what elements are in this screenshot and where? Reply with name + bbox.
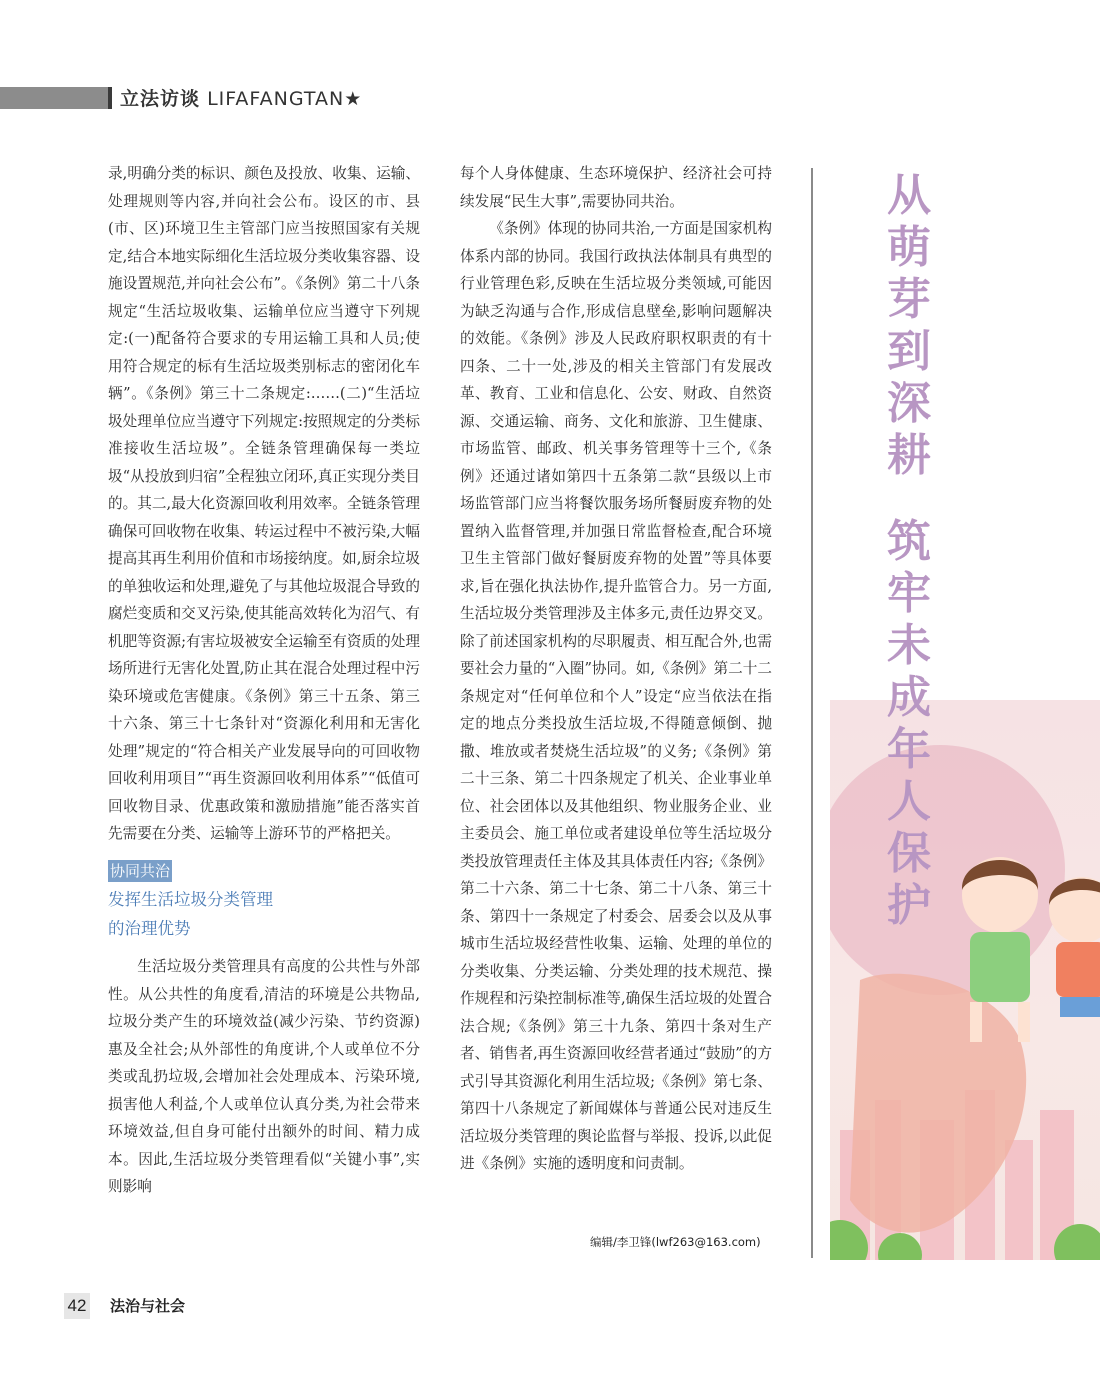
illustration-svg: [830, 700, 1100, 1260]
paragraph: 每个人身体健康、生态环境保护、经济社会可持续发展“民生大事”,需要协同共治。: [460, 165, 772, 210]
paragraph: 生活垃圾分类管理具有高度的公共性与外部性。从公共性的角度看,清洁的环境是公共物品,垃圾分类产生的环境效益(减少污染、节约资源)惠及全社会;从外部性的角度讲,个人或单位不分类或乱扔垃圾,会增加社会处理成本、污染环境,损害他人利益,个人或单位认真分类,为社会带来环境效益,但自身可能付出额外的时间、精力成本。因此,生活垃圾分类管理看似“关键小事”,实则影响: [108, 958, 420, 1195]
page-number: 42: [64, 1293, 90, 1319]
header-bar: [0, 87, 108, 109]
column-left: [108, 160, 420, 1201]
column-middle: [460, 160, 772, 1178]
children-hand-city-illustration: [830, 700, 1100, 1260]
section-pinyin: LIFAFANGTAN★: [207, 88, 363, 110]
vertical-title-part1: 从萌芽到深耕: [887, 170, 931, 481]
vertical-title-part2: 筑牢未成年人保护: [887, 516, 931, 931]
paragraph: 录,明确分类的标识、颜色及投放、收集、运输、处理规则等内容,并向社会公布。设区的市、县(市、区)环境卫生主管部门应当按照国家有关规定,结合本地实际细化生活垃圾分类收集容器、设施设置规范,并向社会公布”。《条例》第二十八条规定“生活垃圾收集、运输单位应当遵守下列规定:(一)配备符合要求的专用运输工具和人员;使用符合规定的标有生活垃圾类别标志的密闭化车辆”。《条例》第三十二条规定:……(二)“生活垃圾处理单位应当遵守下列规定:按照规定的分类标准接收生活垃圾”。全链条管理确保每一类垃圾“从投放到归宿”全程独立闭环,真正实现分类目的。其二,最大化资源回收利用效率。全链条管理确保可回收物在收集、转运过程中不被污染,大幅提高其再生利用价值和市场接纳度。如,厨余垃圾的单独收运和处理,避免了与其他垃圾混合导致的腐烂变质和交叉污染,使其能高效转化为沼气、有机肥等资源;有害垃圾被安全运输至有资质的处理场所进行无害化处置,防止其在混合处理过程中污染环境或危害健康。《条例》第三十五条、第三十六条、第三十七条针对“资源化利用和无害化处理”规定的“符合相关产业发展导向的可回收物回收利用项目”“再生资源回收利用体系”“低值可回收物目录、优惠政策和激励措施”能否落实首先需要在分类、运输等上游环节的严格把关。: [108, 165, 420, 842]
vertical-feature-title: [884, 170, 934, 932]
subheading-line: 的治理优势: [108, 919, 191, 938]
section-header: [120, 84, 362, 111]
section-title: 立法访谈: [120, 88, 201, 110]
subheading-line: 发挥生活垃圾分类管理: [108, 890, 273, 909]
editor-credit: 编辑/李卫锋(lwf263@163.com): [590, 1235, 761, 1249]
subheading: [108, 850, 420, 944]
column-divider: [811, 168, 813, 1258]
magazine-title: 法治与社会: [110, 1297, 186, 1315]
subheading-tag: 协同共治: [110, 861, 171, 880]
header-separator: [108, 87, 112, 109]
paragraph: 《条例》体现的协同共治,一方面是国家机构体系内部的协同。我国行政执法体制具有典型的行业管理色彩,反映在生活垃圾分类领域,可能因为缺乏沟通与合作,形成信息壁垒,影响问题解决的效能。《条例》涉及人民政府职权职责的有十四条、二十一处,涉及的相关主管部门有发展改革、教育、工业和信息化、公安、财政、自然资源、交通运输、商务、文化和旅游、卫生健康、市场监管、邮政、机关事务管理等十三个,《条例》还通过诸如第四十五条第二款“县级以上市场监管部门应当将餐饮服务场所餐厨废弃物的处置纳入监督管理,并加强日常监督检查,配合环境卫生主管部门做好餐厨废弃物的处置”等具体要求,旨在强化执法协作,提升监管合力。另一方面,生活垃圾分类管理涉及主体多元,责任边界交叉。除了前述国家机构的尽职履责、相互配合外,也需要社会力量的“入圈”协同。如,《条例》第二十二条规定对“任何单位和个人”设定“应当依法在指定的地点分类投放生活垃圾,不得随意倾倒、抛撒、堆放或者焚烧生活垃圾”的义务;《条例》第二十三条、第二十四条规定了机关、企业事业单位、社会团体以及其他组织、物业服务企业、业主委员会、施工单位或者建设单位等生活垃圾分类投放管理责任主体及其具体责任内容;《条例》第二十六条、第二十七条、第二十八条、第三十条、第四十一条规定了村委会、居委会以及从事城市生活垃圾经营性收集、运输、处理的单位的分类收集、分类运输、分类处理的技术规范、操作规程和污染控制标准等,确保生活垃圾的处置合法合规;《条例》第三十九条、第四十条对生产者、销售者,再生资源回收经营者通过“鼓励”的方式引导其资源化利用生活垃圾;《条例》第七条、第四十八条规定了新闻媒体与普通公民对违反生活垃圾分类管理的舆论监督与举报、投诉,以此促进《条例》实施的透明度和问责制。: [460, 220, 772, 1172]
